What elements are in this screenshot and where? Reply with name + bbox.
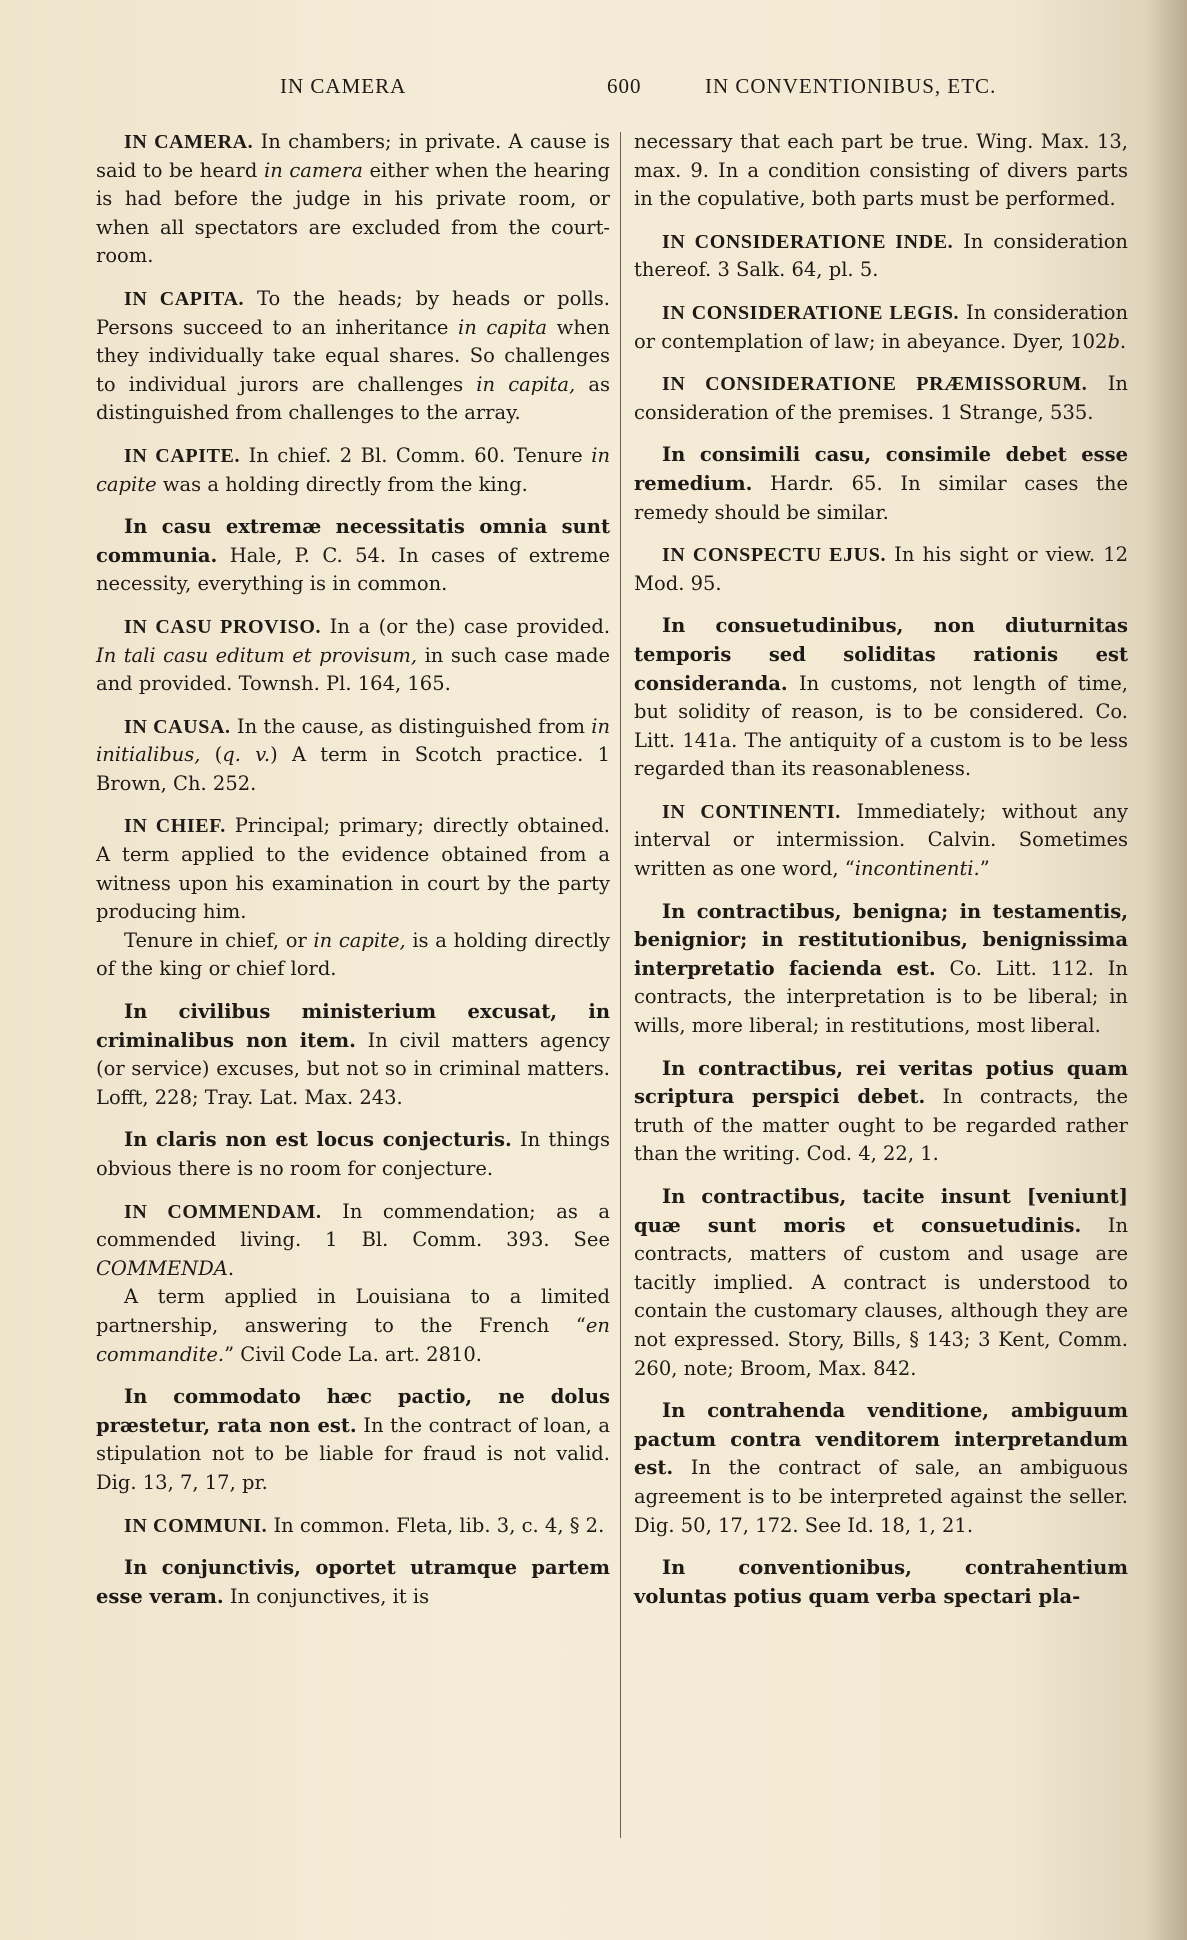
dictionary-entry — [634, 441, 1128, 527]
entry-definition-text: In commendation; as a commended living. 1 Bl. Comm. 393. See — [96, 1199, 610, 1252]
entry-definition-text: in such case made and provided. Townsh. Pl. 164, 165. — [96, 643, 610, 696]
entry-headword: IN CONSIDERATIONE INDE. — [662, 230, 954, 253]
entry-maxim: In contractibus, benigna; in testamentis, benignior; in restitutionibus, benignissima interpretatio facienda est. — [634, 899, 1128, 980]
entry-maxim: In commodato hæc pactio, ne dolus præstetur, rata non est. — [96, 1385, 610, 1437]
entry-definition-text: In his sight or view. 12 Mod. 95. — [634, 543, 1129, 595]
entry-definition-text: In the cause, as distinguished from — [236, 714, 592, 738]
entry-maxim: In consimili casu, consimile debet esse remedium. — [634, 443, 1128, 495]
right-column — [634, 128, 1128, 1625]
dictionary-entry — [634, 1055, 1128, 1169]
entry-definition-italic: in capite — [96, 443, 610, 496]
dictionary-entry — [634, 370, 1128, 427]
dictionary-entry — [96, 442, 610, 499]
entry-subparagraph — [96, 1283, 610, 1369]
entry-headword: IN COMMENDAM. — [124, 1200, 322, 1223]
entry-sub-text: A term applied in Louisiana to a limited partnership, answering to the French “ — [96, 1285, 610, 1337]
entry-definition-text: either when the hearing is had before the judge in his private room, or when all spectators are excluded from the court-room. — [96, 158, 610, 268]
entry-headword: IN CAPITA. — [124, 287, 245, 310]
entry-continuation: necessary that each part be true. Wing. Max. 13, max. 9. In a condition consisting of divers parts in the copulative, both parts must be performed. — [634, 130, 1128, 211]
entry-translation: In conjunctives, it is — [229, 1584, 430, 1608]
entry-translation: In the contract of sale, an ambiguous agreement is to be interpreted against the seller. Dig. 50, 17, 172. See Id. 18, 1, 21. — [634, 1456, 1128, 1537]
entry-definition-text: To the heads; by heads or polls. Persons succeed to an inheritance — [96, 286, 610, 339]
entry-translation: Co. Litt. 112. In contracts, the interpretation is to be liberal; in wills, more liberal; in restitutions, most liberal. — [634, 956, 1128, 1038]
dictionary-entry — [634, 299, 1128, 356]
left-column — [96, 128, 610, 1625]
entry-headword: IN CAPITE. — [124, 444, 241, 467]
dictionary-entry — [96, 1383, 610, 1497]
entry-definition-text: as distinguished from challenges to the array. — [96, 372, 611, 425]
entry-definition-text: In common. Fleta, lib. 3, c. 4, § 2. — [273, 1513, 605, 1537]
dictionary-entry — [96, 613, 610, 699]
entry-headword: IN COMMUNI. — [124, 1514, 268, 1537]
dictionary-entry — [634, 612, 1128, 784]
entry-translation: Hardr. 65. In similar cases the remedy should be similar. — [634, 471, 1128, 524]
dictionary-entry — [96, 128, 610, 271]
entry-sub-text: is a holding directly of the king or chief lord. — [96, 928, 610, 981]
entry-sub-text: Tenure in chief, or — [124, 928, 314, 952]
entry-headword: IN CONSPECTU EJUS. — [662, 544, 887, 567]
dictionary-entry — [634, 1183, 1128, 1383]
dictionary-entry — [634, 1554, 1128, 1611]
entry-definition-text: was a holding directly from the king. — [156, 472, 528, 496]
entry-headword: IN CAMERA. — [124, 131, 254, 153]
entry-definition-text: In consideration of the premises. 1 Strange, 535. — [634, 372, 1128, 424]
entry-translation: In contracts, the truth of the matter ought to be regarded rather than the writing. Cod. 4, 22, 1. — [634, 1085, 1129, 1166]
dictionary-entry — [96, 713, 610, 799]
entry-definition-text: In chief. 2 Bl. Comm. 60. Tenure — [248, 443, 592, 467]
running-head — [0, 74, 1187, 104]
entry-definition-text: In consideration or contemplation of law; in abeyance. Dyer, 102 — [634, 300, 1128, 353]
running-head-right: IN CONVENTIONIBUS, ETC. — [705, 74, 997, 98]
entry-headword: IN CONTINENTI. — [662, 800, 841, 823]
entry-headword: IN CONSIDERATIONE PRÆMISSORUM. — [662, 373, 1088, 396]
entry-maxim: In conventionibus, contrahentium voluntas potius quam verba spectari pla- — [634, 1556, 1128, 1608]
entry-translation: In contracts, matters of custom and usage are tacitly implied. A contract is understood to contain the customary clauses, although they are not expressed. Story, Bills, § 143; 3 Kent, Comm. 260, note; Broom, Max. 842. — [634, 1213, 1129, 1380]
entry-definition-italic: COMMENDA — [96, 1256, 228, 1280]
entry-definition-italic: incontinenti. — [854, 857, 980, 881]
entry-definition-italic: q. v. — [222, 743, 271, 767]
dictionary-entry — [634, 898, 1128, 1041]
entry-headword: IN CONSIDERATIONE LEGIS. — [662, 301, 960, 324]
entry-maxim: In claris non est locus conjecturis. — [124, 1128, 512, 1152]
dictionary-entry — [96, 1554, 610, 1611]
entry-maxim: In consuetudinibus, non diuturnitas temporis sed soliditas rationis est consideranda. — [634, 614, 1128, 695]
dictionary-entry — [96, 1126, 610, 1183]
entry-maxim: In contractibus, tacite insunt [veniunt] quæ sunt moris et consuetudinis. — [634, 1185, 1128, 1237]
entry-definition-text: Immediately; without any interval or intermission. Calvin. Sometimes written as one word, “ — [634, 799, 1129, 881]
dictionary-entry — [634, 798, 1128, 884]
entry-sub-text: ” Civil Code La. art. 2810. — [224, 1342, 482, 1366]
entry-subparagraph — [96, 927, 610, 984]
entry-definition-text: ( — [200, 743, 223, 767]
entry-definition-text: In chambers; in private. A cause is said to be heard — [96, 130, 611, 182]
entry-headword: IN CAUSA. — [124, 715, 231, 738]
entry-maxim: In conjunctivis, oportet utramque partem esse veram. — [96, 1556, 610, 1608]
entry-maxim: In contractibus, rei veritas potius quam scriptura perspici debet. — [634, 1056, 1128, 1109]
dictionary-entry — [96, 812, 610, 984]
dictionary-entry — [96, 1512, 610, 1541]
entry-definition-text: ” — [979, 857, 990, 881]
running-head-left: IN CAMERA — [280, 74, 407, 98]
entry-sub-italic: en commandite. — [96, 1313, 610, 1366]
entry-definition-text: Principal; primary; directly obtained. A term applied to the evidence obtained from a witness upon his examination in court by the party producing him. — [96, 814, 611, 924]
entry-definition-italic: in capita — [457, 315, 548, 339]
dictionary-entry — [96, 513, 610, 599]
entry-definition-text: when they individually take equal shares. So challenges to individual jurors are challenges — [96, 315, 610, 396]
dictionary-entry — [96, 285, 610, 428]
dictionary-entry — [96, 1198, 610, 1370]
entry-maxim: In contrahenda venditione, ambiguum pactum contra venditorem interpretandum est. — [634, 1399, 1128, 1480]
entry-definition-text: . — [1119, 329, 1127, 353]
entry-translation: Hale, P. C. 54. In cases of extreme necessity, everything is in common. — [96, 543, 611, 596]
entry-definition-italic: In tali casu editum et provisum, — [96, 643, 418, 667]
column-divider — [620, 132, 621, 1838]
entry-translation: In the contract of loan, a stipulation not to be liable for fraud is not valid. Dig. 13, 7, 17, pr. — [96, 1413, 610, 1494]
dictionary-entry — [634, 541, 1128, 598]
dictionary-entry — [634, 228, 1128, 285]
dictionary-entry — [634, 1397, 1128, 1540]
entry-definition-italic: b — [1107, 329, 1120, 353]
entry-definition-text: In a (or the) case provided. — [329, 614, 611, 638]
entry-definition-text: . — [227, 1256, 235, 1280]
entry-definition-italic: in capita, — [476, 372, 576, 396]
entry-definition-italic: in initialibus, — [96, 714, 610, 767]
entry-maxim: In casu extremæ necessitatis omnia sunt communia. — [96, 515, 610, 567]
entry-definition-text: ) A term in Scotch practice. 1 Brown, Ch. 252. — [96, 743, 610, 795]
entry-sub-italic: in capite, — [313, 928, 406, 952]
dictionary-entry — [634, 128, 1128, 214]
page-edge-shadow — [1147, 0, 1187, 1940]
entry-definition-text: In consideration thereof. 3 Salk. 64, pl. 5. — [634, 229, 1128, 282]
entry-translation: In things obvious there is no room for conjecture. — [96, 1128, 611, 1180]
entry-definition-italic: in camera — [263, 158, 363, 182]
entry-headword: IN CASU PROVISO. — [124, 615, 322, 638]
entry-translation: In customs, not length of time, but solidity of reason, is to be considered. Co. Litt. 141a. The antiquity of a custom is to be less regarded than its reasonableness. — [634, 671, 1129, 781]
entry-headword: IN CHIEF. — [124, 815, 226, 838]
page-number: 600 — [607, 74, 642, 98]
entry-translation: In civil matters agency (or service) excuses, but not so in criminal matters. Lofft, 228; Tray. Lat. Max. 243. — [96, 1028, 611, 1109]
dictionary-entry — [96, 998, 610, 1112]
entry-maxim: In civilibus ministerium excusat, in criminalibus non item. — [96, 1000, 610, 1052]
